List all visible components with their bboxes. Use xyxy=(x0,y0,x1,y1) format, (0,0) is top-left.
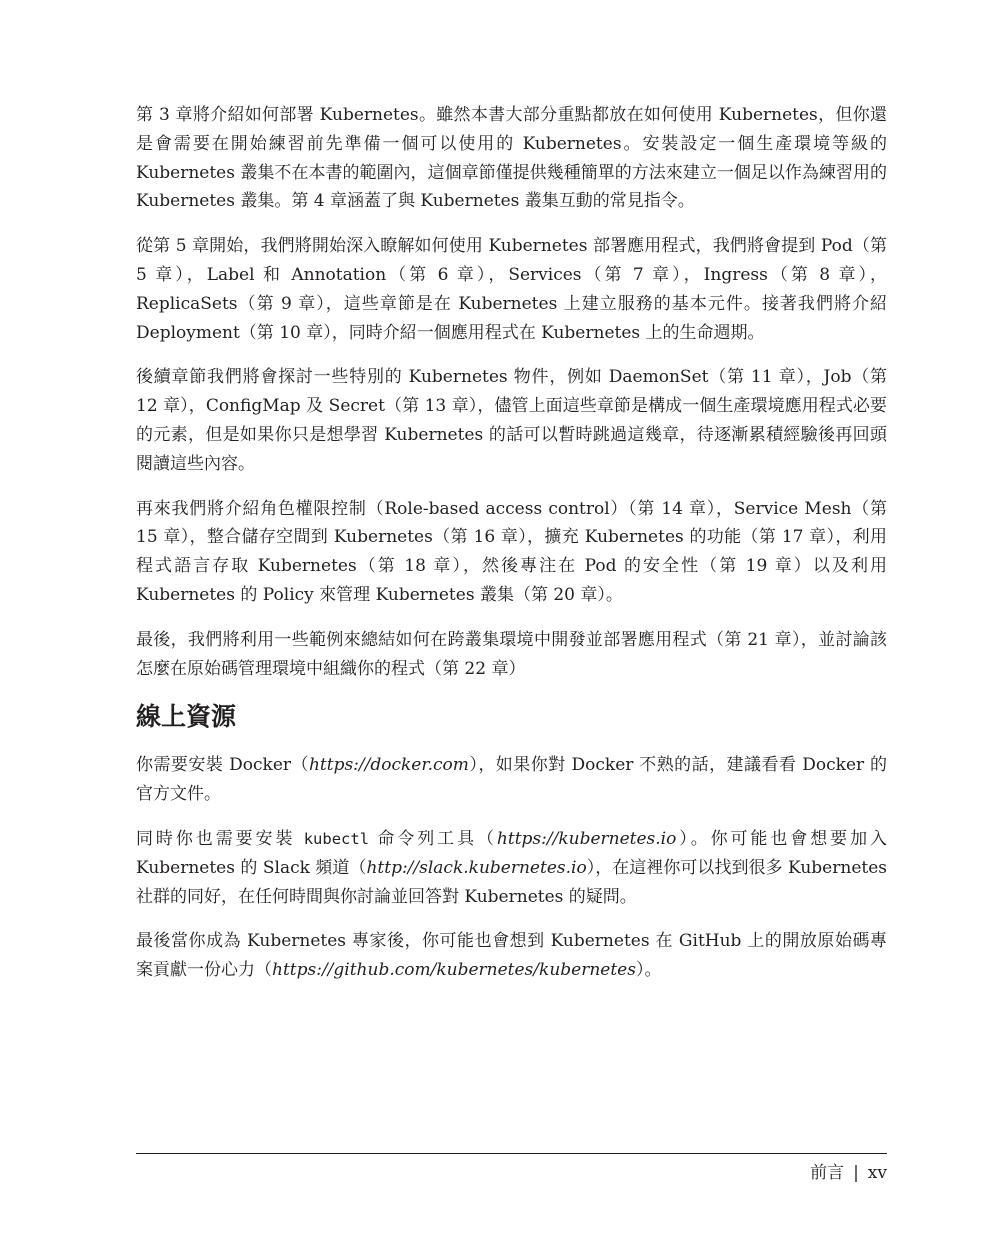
kubectl-text-after: ），在這裡你可以找到很多 Kubernetes 社群的同好，在任何時間與你討論並回答對 Kubernetes 的疑問。 xyxy=(136,857,887,907)
kubectl-text-middle-1: 命令列工具（ xyxy=(369,828,497,849)
footer-divider xyxy=(136,1153,887,1154)
kubectl-text-before: 同時你也需要安裝 xyxy=(136,828,304,849)
page-body xyxy=(136,101,887,1001)
footer-section-name: 前言 xyxy=(810,1163,845,1183)
github-text-before: 最後當你成為 Kubernetes 專家後，你可能也會想到 Kubernetes 在 GitHub 上的開放原始碼專案貢獻一份心力（ xyxy=(136,931,887,981)
page-footer xyxy=(810,1160,887,1186)
footer-separator: | xyxy=(853,1163,859,1183)
kubectl-text-middle-2: ）。你可能也會想要加入 Kubernetes 的 Slack 頻道（ xyxy=(136,828,888,878)
docker-link[interactable]: https://docker.com xyxy=(308,755,469,776)
kubernetes-io-link[interactable]: https://kubernetes.io xyxy=(496,828,677,849)
github-text-after: ）。 xyxy=(635,960,662,981)
docker-text-after: ），如果你對 Docker 不熟的話，建議看看 Docker 的官方文件。 xyxy=(136,755,887,805)
paragraph-chapter-11-13: 後續章節我們將會探討一些特別的 Kubernetes 物件，例如 DaemonSet（第 11 章），Job（第 12 章），ConfigMap 及 Secret（第 13 章），儘管上面這些章節是構成一個生產環境應用程式必要的元素，但是如果你只是想學習 Kubernetes 的話可以暫時跳過這幾章，待逐漸累積經驗後再回頭閱讀這些內容。 xyxy=(136,367,887,474)
paragraph-chapter-3-4: 第 3 章將介紹如何部署 Kubernetes。雖然本書大部分重點都放在如何使用 Kubernetes，但你還是會需要在開始練習前先準備一個可以使用的 Kubernetes。安裝設定一個生產環境等級的 Kubernetes 叢集不在本書的範圍內，這個章節僅提供幾種簡單的方法來建立一個足以作為練習用的 Kubernetes 叢集。第 4 章涵蓋了與 Kubernetes 叢集互動的常見指令。 xyxy=(136,105,887,212)
kubectl-code: kubectl xyxy=(303,829,370,848)
section-heading-online-resources: 線上資源 xyxy=(136,702,237,732)
page-number: xv xyxy=(867,1163,887,1183)
docker-text-before: 你需要安裝 Docker（ xyxy=(136,755,309,776)
paragraph-github xyxy=(136,927,887,985)
github-link[interactable]: https://github.com/kubernetes/kubernetes xyxy=(272,960,636,981)
paragraph-chapter-21-22: 最後，我們將利用一些範例來總結如何在跨叢集環境中開發並部署應用程式（第 21 章），並討論該怎麼在原始碼管理環境中組織你的程式（第 22 章） xyxy=(136,629,887,679)
paragraph-chapter-14-20: 再來我們將介紹角色權限控制（Role-based access control）（第 14 章），Service Mesh（第 15 章），整合儲存空間到 Kubernetes（第 16 章），擴充 Kubernetes 的功能（第 17 章），利用程式語言存取 Kubernetes（第 18 章），然後專注在 Pod 的安全性（第 19 章）以及利用 Kubernetes 的 Policy 來管理 Kubernetes 叢集（第 20 章）。 xyxy=(136,498,887,605)
paragraph-chapter-5-10: 從第 5 章開始，我們將開始深入瞭解如何使用 Kubernetes 部署應用程式，我們將會提到 Pod（第 5 章），Label 和 Annotation（第 6 章），Services（第 7 章），Ingress（第 8 章），ReplicaSets（第 9 章），這些章節是在 Kubernetes 上建立服務的基本元件。接著我們將介紹 Deployment（第 10 章），同時介紹一個應用程式在 Kubernetes 上的生命週期。 xyxy=(136,236,887,343)
slack-link[interactable]: http://slack.kubernetes.io xyxy=(366,857,587,878)
paragraph-kubectl xyxy=(136,825,887,911)
paragraph-docker xyxy=(136,751,887,809)
